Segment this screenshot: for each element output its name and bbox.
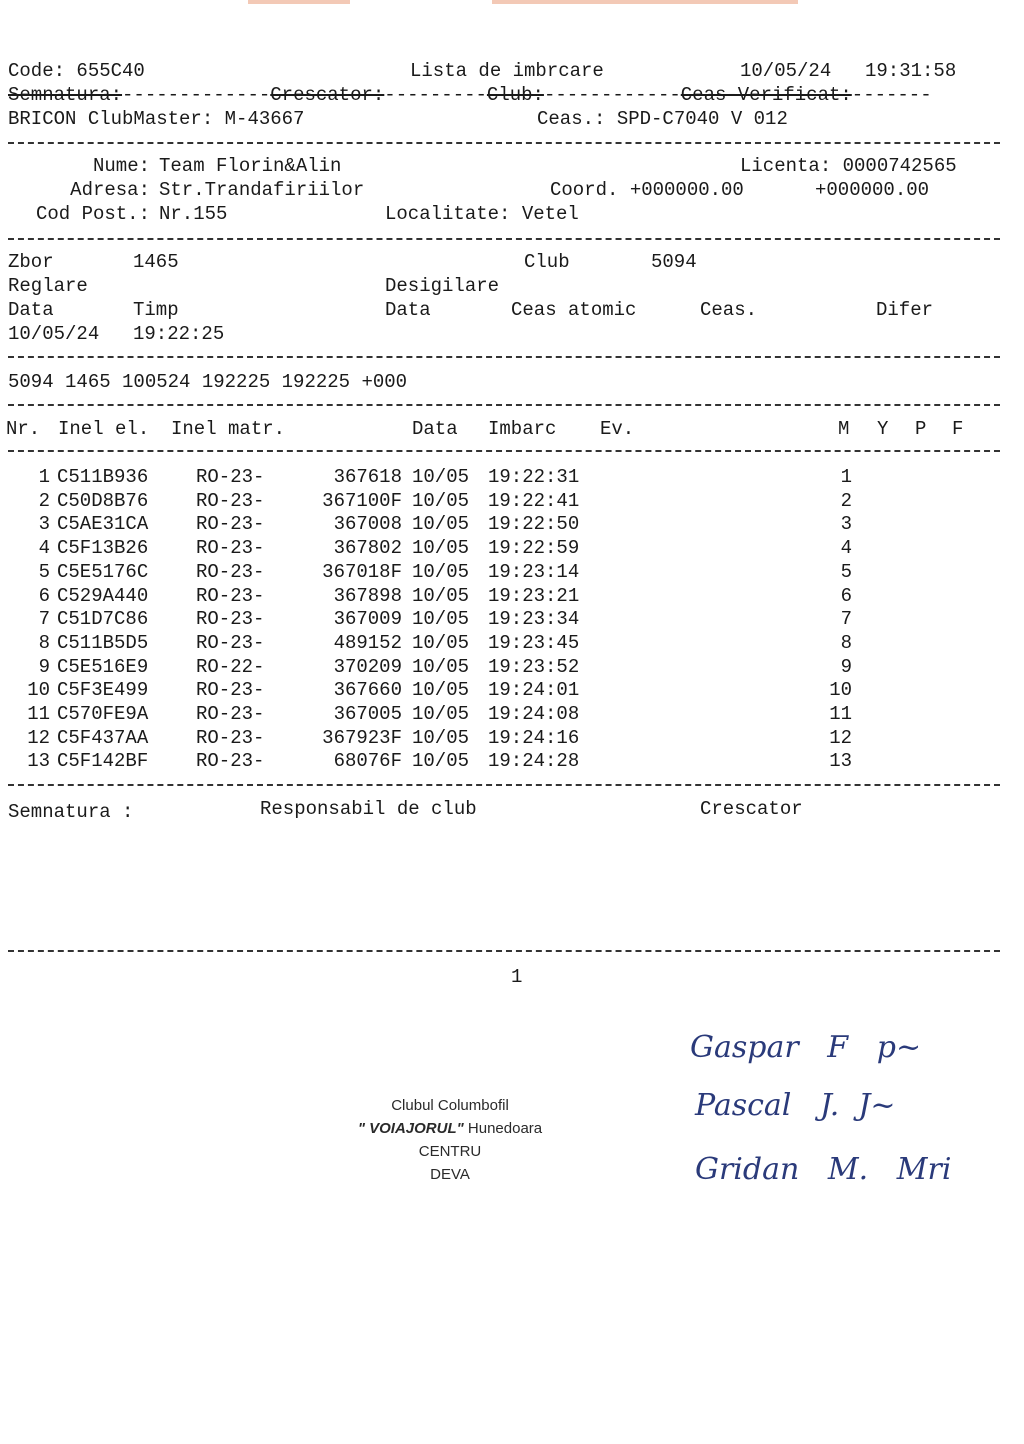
row-ring-prefix: RO-23-	[196, 679, 265, 701]
row-nr: 9	[38, 656, 50, 678]
row-ring-prefix: RO-23-	[196, 537, 265, 559]
crescator-struck: Crescator:	[270, 84, 385, 106]
crescator-label: Crescator	[700, 798, 803, 820]
sign-line	[8, 84, 932, 106]
row-ring-prefix: RO-23-	[196, 608, 265, 630]
row-date: 10/05	[412, 561, 470, 583]
document-title: Lista de imbrcare	[410, 60, 604, 82]
col-inel-matr: Inel matr.	[171, 418, 286, 440]
col-nr: Nr.	[6, 418, 41, 440]
separator	[8, 784, 1000, 786]
row-ring-prefix: RO-23-	[196, 703, 265, 725]
row-inel-el: C570FE9A	[57, 703, 149, 725]
semnatura-label: Semnatura :	[8, 801, 134, 823]
row-date: 10/05	[412, 703, 470, 725]
row-m: 3	[840, 513, 852, 535]
club-label: Club	[524, 251, 570, 273]
print-time: 19:31:58	[865, 60, 957, 82]
adresa-label: Adresa:	[70, 179, 150, 201]
separator	[8, 238, 1000, 240]
row-m: 7	[840, 608, 852, 630]
row-time: 19:22:50	[488, 513, 580, 535]
row-m: 9	[840, 656, 852, 678]
signature-mark: p~	[876, 1030, 922, 1065]
row-date: 10/05	[412, 608, 470, 630]
signature-initial: F	[827, 1030, 849, 1065]
stamp-line-2	[300, 1117, 600, 1140]
row-m: 10	[829, 679, 852, 701]
row-time: 19:23:34	[488, 608, 580, 630]
responsabil-label: Responsabil de club	[260, 798, 477, 820]
row-date: 10/05	[412, 750, 470, 772]
zbor-label: Zbor	[8, 251, 54, 273]
row-time: 19:24:08	[488, 703, 580, 725]
stamp-line-3: CENTRU	[418, 1143, 482, 1160]
row-nr: 11	[27, 703, 50, 725]
print-date: 10/05/24	[740, 60, 832, 82]
stamp-line-4: DEVA	[430, 1166, 470, 1183]
row-ring-prefix: RO-23-	[196, 727, 265, 749]
scan-mark-right	[492, 0, 798, 4]
signature-mark: J~	[858, 1088, 896, 1123]
row-nr: 3	[38, 513, 50, 535]
row-inel-el: C5AE31CA	[57, 513, 149, 535]
row-nr: 2	[38, 490, 50, 512]
row-m: 5	[840, 561, 852, 583]
row-time: 19:24:16	[488, 727, 580, 749]
row-inel-el: C529A440	[57, 585, 149, 607]
separator	[8, 950, 1000, 952]
separator	[8, 142, 1000, 144]
owner-address: Str.Trandafiriilor	[159, 179, 365, 201]
row-ring-number: 367008	[333, 513, 402, 535]
locality: Localitate: Vetel	[385, 203, 579, 225]
row-ring-number: 367923F	[322, 727, 402, 749]
row-ring-prefix: RO-23-	[196, 561, 265, 583]
postal-code: Nr.155	[159, 203, 228, 225]
signature-name: Gaspar	[690, 1030, 799, 1065]
row-time: 19:23:21	[488, 585, 580, 607]
row-inel-el: C5F437AA	[57, 727, 149, 749]
clubmaster-id: BRICON ClubMaster: M-43667	[8, 108, 305, 130]
row-ring-number: 367018F	[322, 561, 402, 583]
row-time: 19:22:41	[488, 490, 580, 512]
row-nr: 12	[27, 727, 50, 749]
row-date: 10/05	[412, 490, 470, 512]
reglare-label: Reglare	[8, 275, 88, 297]
row-nr: 5	[38, 561, 50, 583]
data-label: Data	[8, 299, 54, 321]
row-ring-prefix: RO-23-	[196, 490, 265, 512]
row-ring-number: 367618	[333, 466, 402, 488]
row-ring-number: 367100F	[322, 490, 402, 512]
row-nr: 6	[38, 585, 50, 607]
nume-label: Nume:	[92, 155, 150, 177]
row-time: 19:24:01	[488, 679, 580, 701]
reglare-time: 19:22:25	[133, 323, 225, 345]
row-date: 10/05	[412, 727, 470, 749]
col-p: P	[915, 418, 927, 440]
row-ring-prefix: RO-23-	[196, 632, 265, 654]
col-imbarc: Imbarc	[488, 418, 557, 440]
row-time: 19:24:28	[488, 750, 580, 772]
row-ring-number: 367005	[333, 703, 402, 725]
signature-initial: J.	[820, 1088, 840, 1123]
row-m: 1	[840, 466, 852, 488]
code-label: Code: 655C40	[8, 60, 145, 82]
codpost-label: Cod Post.:	[35, 203, 150, 225]
club-stamp	[300, 1094, 600, 1186]
signature-name: Gridan	[695, 1152, 800, 1187]
signature-2	[695, 1088, 896, 1123]
coordinates: Coord. +000000.00	[550, 179, 744, 201]
row-nr: 4	[38, 537, 50, 559]
row-time: 19:23:52	[488, 656, 580, 678]
row-m: 13	[829, 750, 852, 772]
ceas-atomic-label: Ceas atomic	[511, 299, 637, 321]
row-ring-prefix: RO-23-	[196, 585, 265, 607]
row-ring-number: 367898	[333, 585, 402, 607]
row-inel-el: C511B5D5	[57, 632, 149, 654]
row-time: 19:22:31	[488, 466, 580, 488]
row-time: 19:23:14	[488, 561, 580, 583]
data2-label: Data	[385, 299, 431, 321]
row-m: 8	[840, 632, 852, 654]
row-m: 12	[829, 727, 852, 749]
dash-fill: ------------	[543, 84, 681, 106]
ceas-label: Ceas.	[700, 299, 758, 321]
club-struck: Club:	[486, 84, 544, 106]
signature-1	[690, 1030, 921, 1065]
col-inel-el: Inel el.	[58, 418, 150, 440]
row-date: 10/05	[412, 585, 470, 607]
col-m: M	[838, 418, 850, 440]
row-inel-el: C5F13B26	[57, 537, 149, 559]
page-number: 1	[511, 966, 523, 988]
dash-fill: ---------	[384, 84, 487, 106]
ceas-verificat-struck: Ceas-Verificat:	[680, 84, 852, 106]
separator	[8, 450, 1000, 452]
row-inel-el: C50D8B76	[57, 490, 149, 512]
difer-label: Difer	[876, 299, 934, 321]
scan-mark-left	[248, 0, 350, 4]
summary-line: 5094 1465 100524 192225 192225 +000	[8, 371, 408, 393]
row-nr: 13	[27, 750, 50, 772]
row-m: 4	[840, 537, 852, 559]
col-f: F	[952, 418, 964, 440]
row-inel-el: C5E516E9	[57, 656, 149, 678]
row-inel-el: C511B936	[57, 466, 149, 488]
signature-3	[695, 1152, 951, 1187]
row-ring-prefix: RO-23-	[196, 750, 265, 772]
col-y: Y	[877, 418, 889, 440]
row-m: 6	[840, 585, 852, 607]
row-inel-el: C5F3E499	[57, 679, 149, 701]
row-ring-prefix: RO-23-	[196, 513, 265, 535]
row-nr: 1	[38, 466, 50, 488]
row-time: 19:22:59	[488, 537, 580, 559]
row-inel-el: C5E5176C	[57, 561, 149, 583]
row-date: 10/05	[412, 513, 470, 535]
row-date: 10/05	[412, 632, 470, 654]
row-nr: 7	[38, 608, 50, 630]
row-time: 19:23:45	[488, 632, 580, 654]
stamp-line-1: Clubul Columbofil	[391, 1097, 509, 1114]
clock-id: Ceas.: SPD-C7040 V 012	[537, 108, 788, 130]
row-nr: 8	[38, 632, 50, 654]
reglare-date: 10/05/24	[8, 323, 100, 345]
coordinates-2: +000000.00	[815, 179, 930, 201]
row-date: 10/05	[412, 466, 470, 488]
stamp-club-name: " VOIAJORUL"	[357, 1120, 464, 1137]
club-number: 5094	[651, 251, 697, 273]
licence: Licenta: 0000742565	[740, 155, 957, 177]
separator	[8, 356, 1000, 358]
row-m: 11	[829, 703, 852, 725]
timp-label: Timp	[133, 299, 179, 321]
row-nr: 10	[27, 679, 50, 701]
row-date: 10/05	[412, 537, 470, 559]
row-inel-el: C51D7C86	[57, 608, 149, 630]
row-m: 2	[840, 490, 852, 512]
row-ring-number: 367802	[333, 537, 402, 559]
signature-mark: Mri	[896, 1152, 952, 1187]
row-ring-number: 367660	[333, 679, 402, 701]
col-ev: Ev.	[600, 418, 635, 440]
row-date: 10/05	[412, 656, 470, 678]
desigilare-label: Desigilare	[385, 275, 500, 297]
row-ring-prefix: RO-22-	[196, 656, 265, 678]
row-inel-el: C5F142BF	[57, 750, 149, 772]
row-ring-number: 489152	[333, 632, 402, 654]
col-data: Data	[412, 418, 458, 440]
semnatura-struck: Semnatura:	[8, 84, 123, 106]
flight-number: 1465	[133, 251, 179, 273]
row-ring-number: 68076F	[333, 750, 402, 772]
signature-initial: M.	[827, 1152, 869, 1187]
stamp-city: Hunedoara	[463, 1120, 543, 1137]
dash-fill: -------------	[122, 84, 271, 106]
signature-name: Pascal	[695, 1088, 792, 1123]
row-date: 10/05	[412, 679, 470, 701]
owner-name: Team Florin&Alin	[159, 155, 342, 177]
row-ring-number: 370209	[333, 656, 402, 678]
row-ring-prefix: RO-23-	[196, 466, 265, 488]
row-ring-number: 367009	[333, 608, 402, 630]
separator	[8, 404, 1000, 406]
dash-fill: -------	[851, 84, 932, 106]
